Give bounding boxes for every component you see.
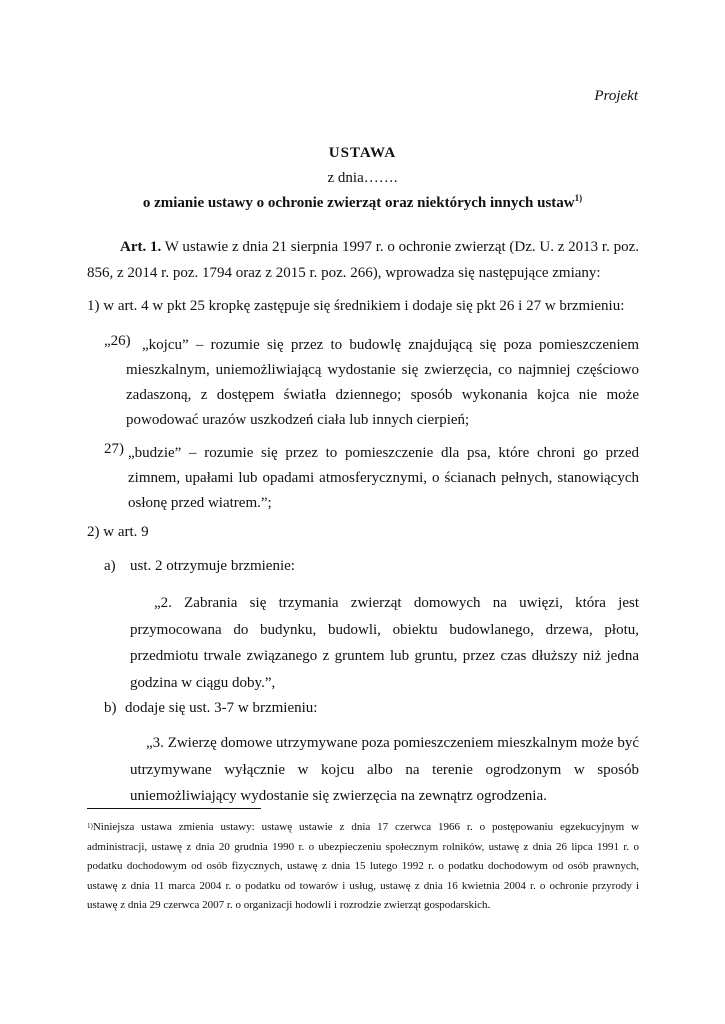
projekt-label: Projekt — [594, 88, 638, 104]
art1-line1 — [120, 239, 639, 256]
point2a-text: ust. 2 otrzymuje brzmienie: — [130, 558, 295, 574]
point2b-label: b) — [104, 700, 117, 716]
point1-text: 1) w art. 4 w pkt 25 kropkę zastępuje się średnikiem i dodaje się pkt 26 i 27 w brzmieniu: — [87, 298, 625, 314]
act-subtitle-text: o zmianie ustawy o ochronie zwierząt oraz niektórych innych ustaw — [142, 195, 575, 211]
p27-text: „budzie” – rozumie się przez to pomieszczenie dla psa, które chroni go przed zimnem, upałami lub opadami atmosferycznymi, o ścianach pełnych, stanowiących osłonę przed wiatrem.”; — [128, 445, 639, 511]
footnote-reference[interactable]: 1) — [574, 193, 583, 203]
art1-intro-line1: W ustawie z dnia 21 sierpnia 1997 r. o ochronie zwierząt (Dz. U. z 2013 r. poz. — [164, 239, 639, 255]
art1-intro-line2: 856, z 2014 r. poz. 1794 oraz z 2015 r. poz. 266), wprowadza się następujące zmiany: — [87, 265, 601, 281]
p26-text-block — [126, 333, 639, 433]
point2-text: 2) w art. 9 — [87, 524, 149, 540]
p26-text: „kojcu” – rozumie się przez to budowlę znajdującą się poza pomieszczeniem mieszkalnym, uniemożliwiającą wydostanie się zwierzęcia, co najmniej częściowo zadaszoną, z dostępem światła dziennego; sposób wykonania kojca nie może powodować urazów uszkodzeń ciała lub innych cierpień; — [126, 337, 639, 428]
p27-number: 27) — [104, 441, 124, 457]
footnote-mark: 1) — [87, 822, 93, 830]
p26-number: „26) — [104, 333, 131, 349]
p27-text-block — [128, 441, 639, 516]
footnote-text: Niniejsza ustawa zmienia ustawy: ustawę ustawie z dnia 17 czerwca 1966 r. o postępowaniu egzekucyjnym w administracji, ustawę z dnia 20 grudnia 1990 r. o ubezpieczeniu społecznym rolników, ustawę z dnia 26 lipca 1991 r. o podatku dochodowym od osób fizycznych, ustawę z dnia 15 lutego 1992 r. o podatku dochodowym od osób prawnych, ustawę z dnia 11 marca 2004 r. o podatku od towarów i usług, ustawę z dnia 16 kwietnia 2004 r. o ochronie przyrody i ustawę z dnia 29 czerwca 2007 r. o organizacji hodowli i rozrodzie zwierząt gospodarskich. — [87, 821, 639, 912]
point2b-text: dodaje się ust. 3-7 w brzmieniu: — [125, 700, 318, 716]
act-subtitle — [0, 195, 725, 212]
footnote-divider — [87, 808, 261, 809]
footnote — [87, 818, 639, 916]
act-title: USTAWA — [328, 145, 397, 161]
point2b-quote: „3. Zwierzę domowe utrzymywane poza pomieszczeniem mieszkalnym może być utrzymywane wyłącznie w kojcu albo na terenie ogrodzonym w sposób uniemożliwiający wydostanie się zwierzęcia na zewnątrz ogrodzenia. — [130, 735, 639, 804]
point2a-quote: „2. Zabrania się trzymania zwierząt domowych na uwięzi, która jest przymocowana do budynku, budowli, obiektu budowlanego, drzewa, płotu, przedmiotu trwale związanego z gruntem lub gruntu, przez czas dłuższy niż jedna godzina w ciągu doby.”, — [130, 595, 639, 691]
point2a-label: a) — [104, 558, 116, 574]
art1-label: Art. 1. — [120, 239, 162, 255]
act-date: z dnia……. — [327, 170, 398, 186]
